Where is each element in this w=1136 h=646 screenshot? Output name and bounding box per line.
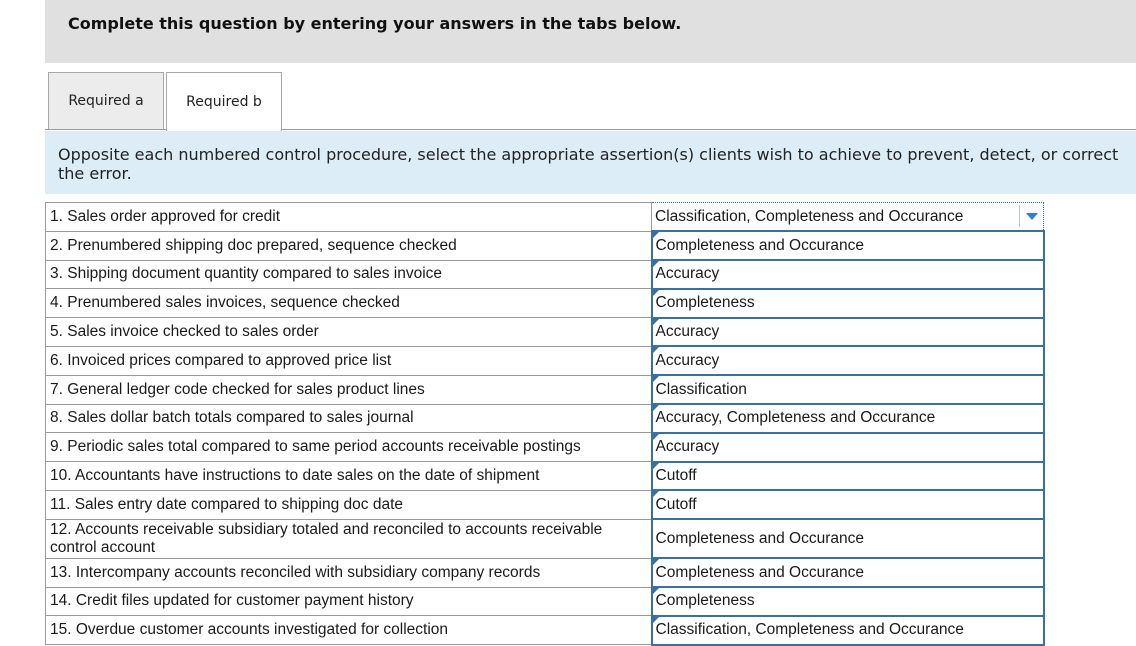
table-row xyxy=(46,346,1044,375)
assertion-value: Classification xyxy=(655,380,747,398)
table-row xyxy=(46,404,1044,433)
table-row xyxy=(46,433,1044,462)
procedure-label: 11. Sales entry date compared to shipping doc date xyxy=(46,490,652,519)
assertion-select[interactable] xyxy=(652,519,1044,558)
table-row xyxy=(46,616,1044,645)
assertion-value: Accuracy xyxy=(655,323,720,341)
procedure-label: 1. Sales order approved for credit xyxy=(46,203,652,232)
procedure-label: 7. General ledger code checked for sales product lines xyxy=(46,375,652,404)
assertion-value: Accuracy, Completeness and Occurance xyxy=(655,409,936,427)
procedure-label: 8. Sales dollar batch totals compared to sales journal xyxy=(46,404,652,433)
procedure-label: 15. Overdue customer accounts investigated for collection xyxy=(46,616,652,645)
procedure-label: 14. Credit files updated for customer payment history xyxy=(46,587,652,616)
table-row xyxy=(46,318,1044,347)
assertion-select[interactable] xyxy=(652,346,1044,375)
instruction-text: Opposite each numbered control procedure, select the appropriate assertion(s) clients wish to achieve to prevent, detect, or correct the error. xyxy=(45,131,1136,194)
procedure-label: 3. Shipping document quantity compared to sales invoice xyxy=(46,260,652,289)
table-row xyxy=(46,558,1044,587)
assertion-select[interactable] xyxy=(652,375,1044,404)
table-row xyxy=(46,519,1044,558)
tab-required-a[interactable]: Required a xyxy=(48,72,164,129)
assertion-value: Classification, Completeness and Occurance xyxy=(655,207,964,225)
assertion-select[interactable] xyxy=(652,318,1044,347)
procedure-label: 9. Periodic sales total compared to same period accounts receivable postings xyxy=(46,433,652,462)
procedure-label: 6. Invoiced prices compared to approved price list xyxy=(46,346,652,375)
assertion-value: Completeness xyxy=(655,592,755,610)
table-row xyxy=(46,260,1044,289)
dropdown-arrow-icon[interactable] xyxy=(1019,205,1043,227)
assertion-select[interactable] xyxy=(652,260,1044,289)
assertion-select[interactable] xyxy=(652,404,1044,433)
table-row xyxy=(46,289,1044,318)
assertion-select[interactable] xyxy=(652,558,1044,587)
assertion-value: Classification, Completeness and Occurance xyxy=(655,621,964,639)
assertion-select[interactable] xyxy=(652,231,1044,260)
assertion-select[interactable] xyxy=(652,433,1044,462)
assertion-value: Completeness xyxy=(655,294,755,312)
assertion-select[interactable] xyxy=(652,289,1044,318)
assertion-value: Accuracy xyxy=(655,351,720,369)
tab-required-b[interactable]: Required b xyxy=(166,72,282,131)
table-row xyxy=(46,375,1044,404)
table-row xyxy=(46,490,1044,519)
procedures-table xyxy=(45,202,1045,646)
assertion-value: Cutoff xyxy=(655,467,697,485)
assertion-select[interactable] xyxy=(652,462,1044,491)
assertion-value: Completeness and Occurance xyxy=(655,563,865,581)
procedure-label: 2. Prenumbered shipping doc prepared, sequence checked xyxy=(46,231,652,260)
assertion-value: Cutoff xyxy=(655,495,697,513)
assertion-value: Accuracy xyxy=(655,438,720,456)
assertion-value: Completeness and Occurance xyxy=(655,236,865,254)
assertion-value: Completeness and Occurance xyxy=(655,529,865,547)
table-row xyxy=(46,462,1044,491)
procedure-label: 4. Prenumbered sales invoices, sequence checked xyxy=(46,289,652,318)
procedure-label: 13. Intercompany accounts reconciled with subsidiary company records xyxy=(46,558,652,587)
assertion-value: Accuracy xyxy=(655,265,720,283)
question-header xyxy=(45,0,1136,63)
procedure-label: 10. Accountants have instructions to date sales on the date of shipment xyxy=(46,462,652,491)
procedure-label: 12. Accounts receivable subsidiary totaled and reconciled to accounts receivable control account xyxy=(46,519,652,558)
table-row xyxy=(46,231,1044,260)
assertion-select[interactable] xyxy=(652,203,1044,232)
procedure-label: 5. Sales invoice checked to sales order xyxy=(46,318,652,347)
table-row xyxy=(46,587,1044,616)
assertion-select[interactable] xyxy=(652,490,1044,519)
question-title: Complete this question by entering your answers in the tabs below. xyxy=(68,14,682,33)
assertion-select[interactable] xyxy=(652,587,1044,616)
table-row xyxy=(46,203,1044,232)
assertion-select[interactable] xyxy=(652,616,1044,645)
